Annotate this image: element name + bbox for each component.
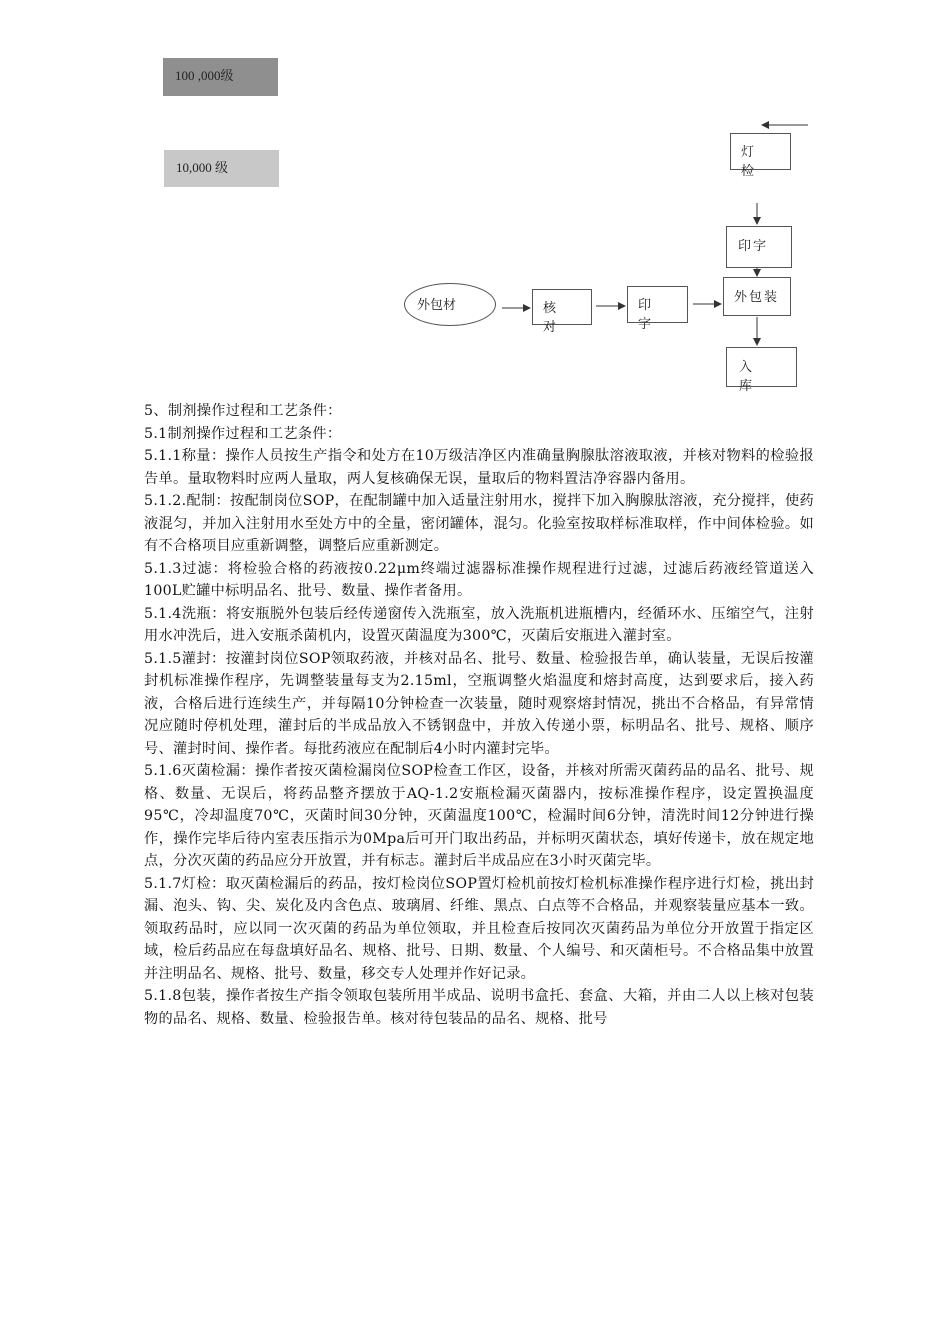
legend-class-100000 [163, 58, 278, 96]
flow-step-verify-label: 核 对 [543, 301, 562, 335]
paragraph-sterilization-leak-test: 5.1.6灭菌检漏：操作者按灭菌检漏岗位SOP检查工作区，设备，并核对所需灭菌药品的品名、批号、规格、数量、无误后，将药品整齐摆放于AQ-1.2安瓶检漏灭菌器内，按标准操作程序，设定置换温度95℃，冷却温度70℃，灭菌时间30分钟，灭菌温度100℃，检漏时间6分钟，清洗时间12分钟进行操作，操作完毕后待内室表压指示为0Mpa后可开门取出药品，并标明灭菌状态，填好传递卡，放在规定地点，分次灭菌的药品应分开放置，并有标志。灌封后半成品应在3小时灭菌完毕。 [144, 763, 814, 869]
flow-step-print [726, 226, 792, 268]
flow-step-print-label: 印字 [738, 239, 769, 254]
flow-step-storage [726, 347, 797, 394]
flow-step-outer-pack [723, 277, 791, 316]
flow-step-verify [532, 289, 592, 335]
flow-step-print-2 [627, 286, 688, 332]
document-body [144, 400, 814, 1030]
paragraph-weighing: 5.1.1称量：操作人员按生产指令和处方在10万级洁净区内准确量胸腺肽溶液取液，并核对物料的检验报告单。量取物料时应两人量取，两人复核确保无误，量取后的物料置洁净容器内备用。 [144, 448, 814, 487]
paragraph-bottle-washing: 5.1.4洗瓶：将安瓶脱外包装后经传递窗传入洗瓶室，放入洗瓶机进瓶槽内，经循环水、压缩空气，注射用水冲洗后，进入安瓶杀菌机内，设置灭菌温度为300℃，灭菌后安瓶进入灌封室。 [144, 605, 814, 644]
paragraph-preparation: 5.1.2.配制：按配制岗位SOP，在配制罐中加入适量注射用水，搅拌下加入胸腺肽溶液，充分搅拌，使药液混匀，并加入注射用水至处方中的全量，密闭罐体，混匀。化验室按取样标准取样，作中间体检验。如有不合格项目应重新调整，调整后应重新测定。 [144, 493, 814, 554]
flow-step-light-check [730, 133, 791, 179]
flow-step-outer-material-label: 外包材 [417, 298, 457, 313]
section-heading: 5、制剂操作过程和工艺条件： [144, 403, 342, 419]
legend-class-10000 [164, 150, 279, 187]
subsection-heading: 5.1制剂操作过程和工艺条件： [144, 425, 342, 442]
paragraph-light-inspection: 5.1.7灯检：取灭菌检漏后的药品，按灯检岗位SOP置灯检机前按灯检机标准操作程序进行灯检，挑出封漏、泡头、钩、尖、炭化及内含色点、玻璃屑、纤维、黑点、白点等不合格品，并观察装量应基本一致。领取药品时，应以同一次灭菌的药品为单位领取，并且检查后按同次灭菌药品为单位分开放置于指定区域，检后药品应在每盘填好品名、规格、批号、日期、数量、个人编号、和灭菌柜号。不合格品集中放置并注明品名、规格、批号、数量，移交专人处理并作好记录。 [144, 875, 814, 982]
flow-step-print-2-label: 印 字 [638, 298, 657, 332]
legend-class-100000-label: 100 ,000级 [175, 68, 234, 83]
flow-step-storage-label: 入 库 [739, 360, 759, 394]
flow-step-outer-material [404, 283, 496, 326]
paragraph-packaging: 5.1.8包装，操作者按生产指令领取包装所用半成品、说明书盒托、套盒、大箱，并由二人以上核对包装物的品名、规格、数量、检验报告单。核对待包装品的品名、规格、批号 [144, 988, 814, 1027]
paragraph-filling-sealing: 5.1.5灌封：按灌封岗位SOP领取药液，并核对品名、批号、数量、检验报告单，确认装量，无误后按灌封机标准操作程序，先调整装量每支为2.15ml，空瓶调整火焰温度和熔封高度，达到要求后，接入药液，合格后进行连续生产，并每隔10分钟检查一次装量，随时观察熔封情况，挑出不合格品，有异常情况应随时停机处理，灌封后的半成品放入不锈钢盘中，并放入传递小票，标明品名、批号、规格、顺序号、灌封时间、操作者。每批药液应在配制后4小时内灌封完毕。 [144, 650, 814, 757]
flow-arrows [0, 0, 950, 420]
legend-class-10000-label: 10,000 级 [176, 160, 229, 175]
flow-step-light-check-label: 灯 检 [741, 145, 761, 179]
paragraph-filtration: 5.1.3过滤：将检验合格的药液按0.22μm终端过滤器标准操作规程进行过滤，过滤后药液经管道送入100L贮罐中标明品名、批号、数量、操作者备用。 [144, 560, 814, 599]
flow-step-outer-pack-label: 外包装 [734, 290, 780, 305]
